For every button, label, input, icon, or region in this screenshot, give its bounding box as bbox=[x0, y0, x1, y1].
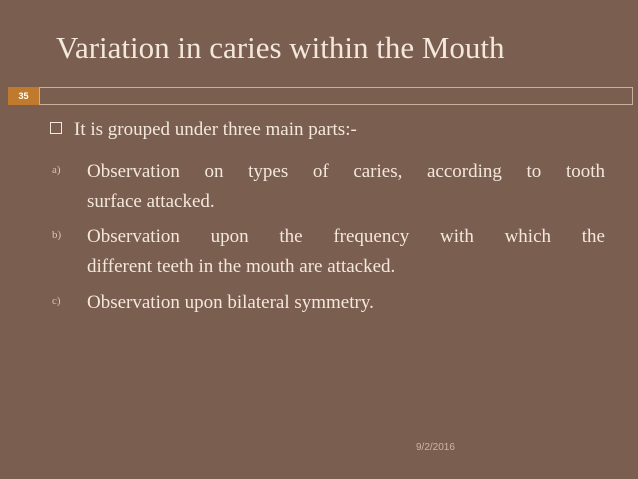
list-item-text bbox=[87, 157, 605, 217]
list-item-line: Observation on types of caries, according to tooth bbox=[87, 161, 605, 182]
square-bullet-icon bbox=[50, 122, 62, 134]
list-item-line: Observation upon bilateral symmetry. bbox=[87, 292, 374, 313]
footer-date: 9/2/2016 bbox=[416, 442, 455, 453]
intro-text: It is grouped under three main parts:- bbox=[74, 119, 357, 140]
list-marker: b) bbox=[52, 229, 62, 241]
slide-title: Variation in caries within the Mouth bbox=[56, 30, 505, 65]
list-marker: c) bbox=[52, 295, 61, 307]
list-item-line: Observation upon the frequency with which the bbox=[87, 226, 605, 247]
list-item-line: different teeth in the mouth are attacked. bbox=[87, 256, 396, 277]
slide-number-badge: 35 bbox=[8, 87, 39, 105]
list-marker: a) bbox=[52, 164, 61, 176]
list-item-text bbox=[87, 288, 605, 318]
list-item-text bbox=[87, 222, 605, 282]
list-item-line: surface attacked. bbox=[87, 191, 215, 212]
title-divider bbox=[39, 87, 633, 105]
intro-bullet bbox=[50, 119, 610, 141]
